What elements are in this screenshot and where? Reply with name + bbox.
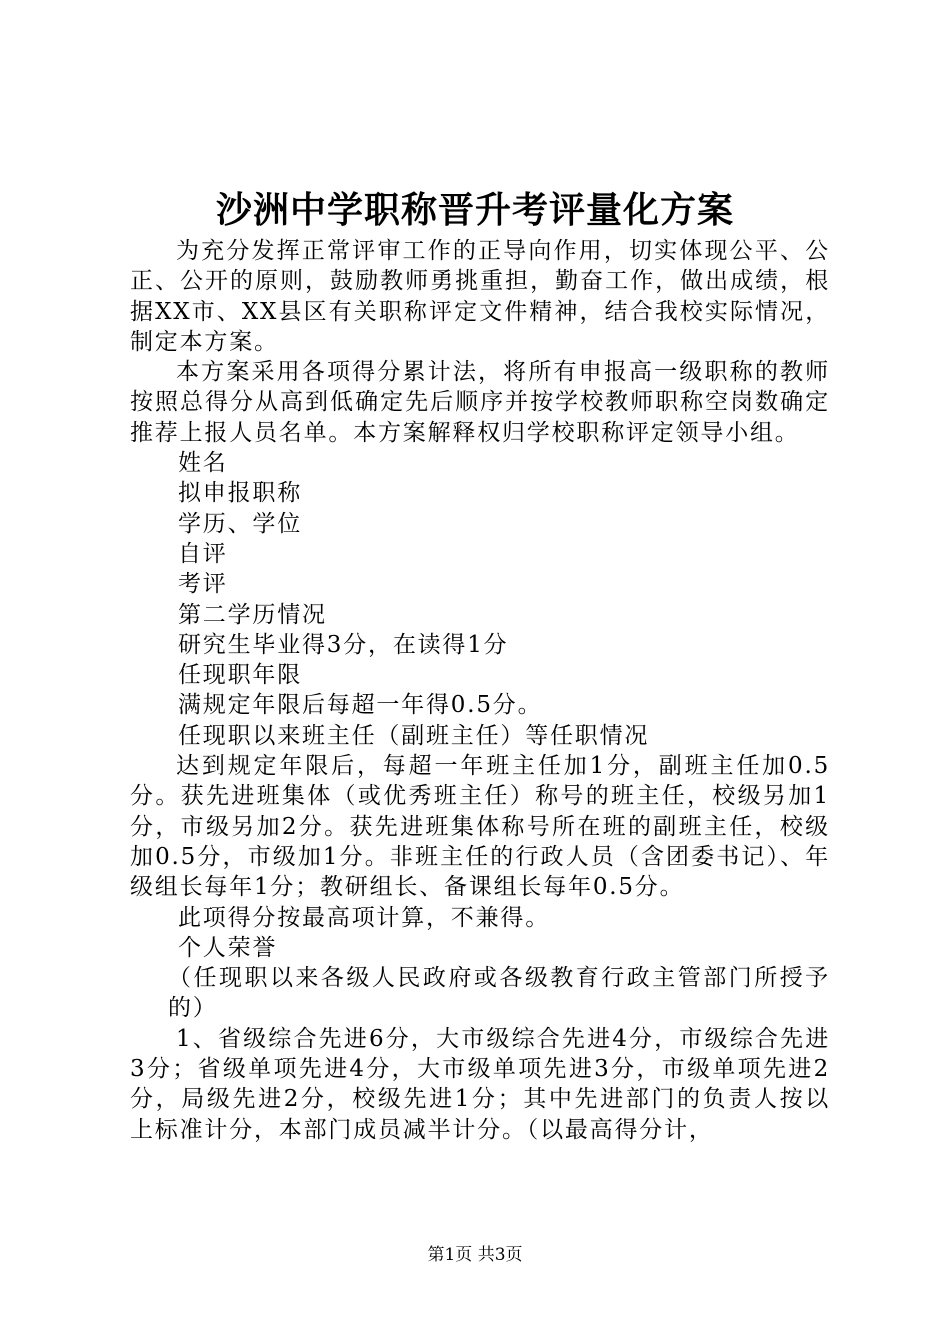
- item-graduate-score: 研究生毕业得3分，在读得1分: [178, 631, 509, 658]
- item-self-evaluation: 自评: [178, 540, 228, 567]
- item-title-applied: 拟申报职称: [178, 480, 302, 507]
- method-paragraph: 本方案采用各项得分累计法，将所有申报高一级职称的教师按照总得分从高到低确定先后顺序并按学校教师职称空岗数确定推荐上报人员名单。本方案解释权归学校职称评定领导小组。: [130, 359, 830, 446]
- intro-paragraph: 为充分发挥正常评审工作的正导向作用，切实体现公平、公正、公开的原则，鼓励教师勇挑重担，勤奋工作，做出成绩，根据XX市、XX县区有关职称评定文件精神，结合我校实际情况，制定本方案。: [130, 238, 830, 355]
- item-second-degree: 第二学历情况: [178, 601, 327, 628]
- headteacher-paragraph: 达到规定年限后，每超一年班主任加1分，副班主任加0.5分。获先进班集体（或优秀班主任）称号的班主任，校级另加1分，市级另加2分。获先进班集体称号所在班的副班主任，校级加0.5分，市级加1分。非班主任的行政人员（含团委书记）、年级组长每年1分；教研组长、备课组长每年0.5分。: [130, 753, 830, 901]
- honor-scope-paragraph: （任现职以来各级人民政府或各级教育行政主管部门所授予的）: [168, 965, 830, 1022]
- item-name: 姓名: [178, 450, 228, 477]
- item-highest-rule: 此项得分按最高项计算，不兼得。: [178, 904, 550, 931]
- item-tenure: 任现职年限: [178, 662, 302, 689]
- item-degree: 学历、学位: [178, 510, 302, 537]
- document-body: [130, 236, 830, 1145]
- item-headteacher: 任现职以来班主任（副班主任）等任职情况: [178, 722, 650, 749]
- item-tenure-score: 满规定年限后每超一年得0.5分。: [178, 692, 543, 719]
- item-evaluation: 考评: [178, 571, 228, 598]
- item-personal-honor: 个人荣誉: [178, 934, 278, 961]
- document-title: 沙洲中学职称晋升考评量化方案: [215, 189, 734, 231]
- page-footer: 第1页 共3页: [427, 1245, 523, 1265]
- honor-points-paragraph: 1、省级综合先进6分，大市级综合先进4分，市级综合先进3分；省级单项先进4分，大市级单项先进3分，市级单项先进2分，局级先进2分，校级先进1分；其中先进部门的负责人按以上标准计分，本部门成员减半计分。（以最高得分计，: [130, 1025, 830, 1143]
